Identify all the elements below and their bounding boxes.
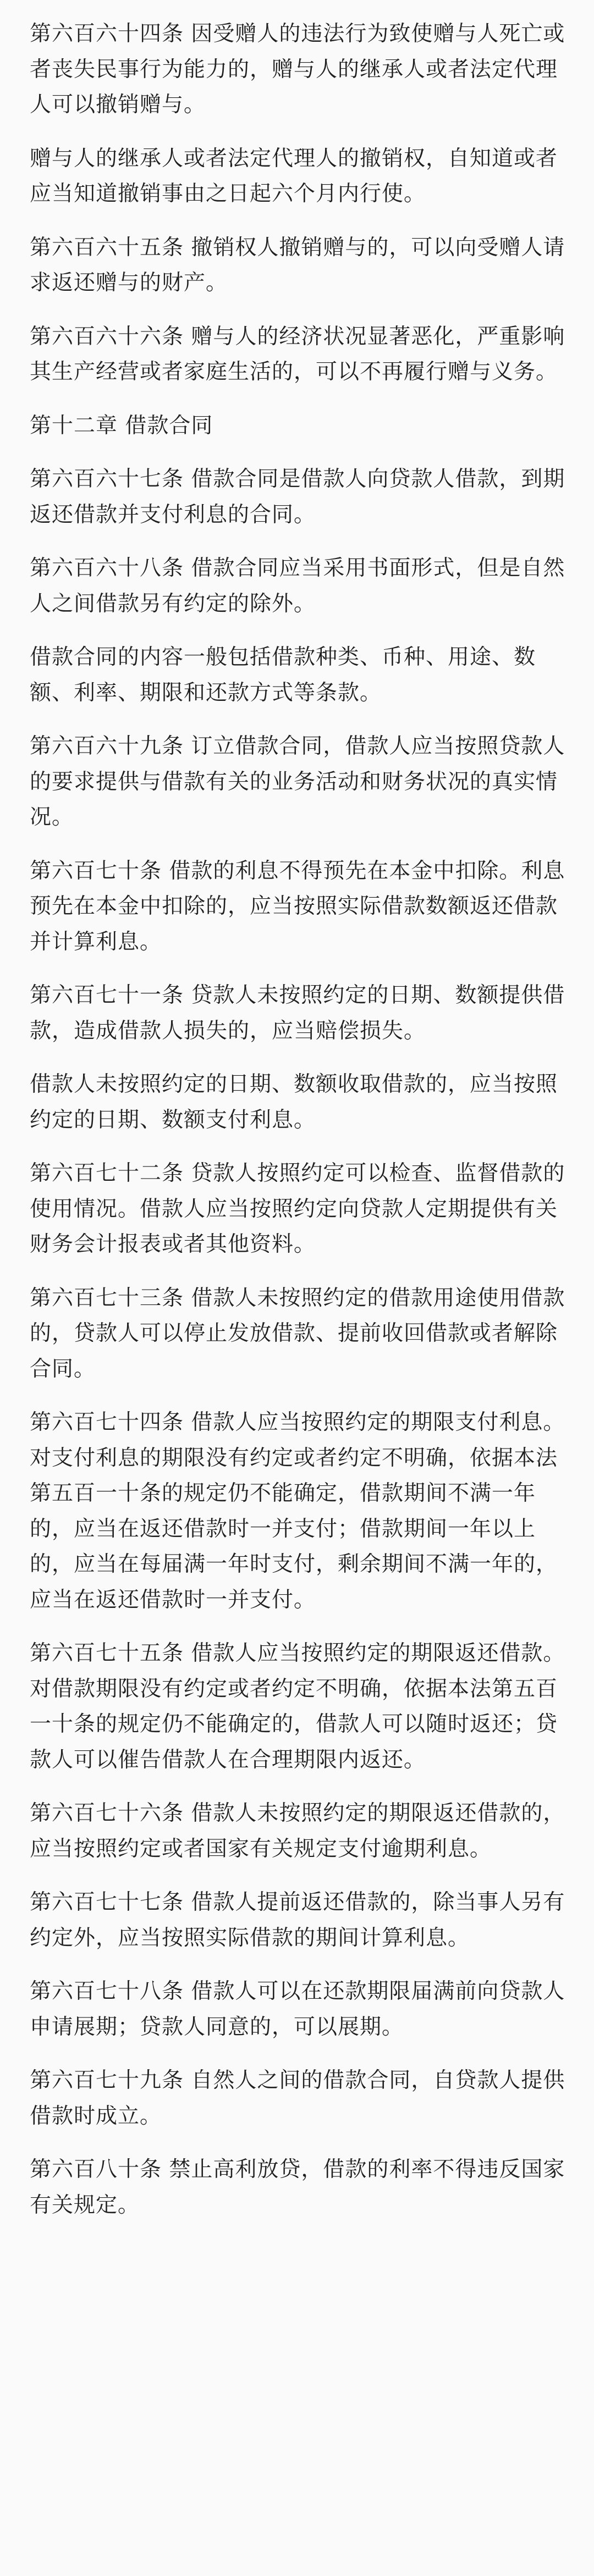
chapter-heading: 第十二章 借款合同 xyxy=(30,413,213,438)
paragraph: 第六百七十六条 借款人未按照约定的期限返还借款的，应当按照约定或者国家有关规定支付逾期利息。 xyxy=(30,1801,565,1861)
paragraph: 第六百六十八条 借款合同应当采用书面形式，但是自然人之间借款另有约定的除外。 xyxy=(30,556,565,616)
paragraph: 第六百七十七条 借款人提前返还借款的，除当事人另有约定外，应当按照实际借款的期间计算利息。 xyxy=(30,1890,565,1950)
paragraph: 赠与人的继承人或者法定代理人的撤销权，自知道或者应当知道撤销事由之日起六个月内行使。 xyxy=(30,146,558,206)
paragraph: 第六百七十九条 自然人之间的借款合同，自贷款人提供借款时成立。 xyxy=(30,2068,565,2129)
paragraph: 第六百六十六条 赠与人的经济状况显著恶化，严重影响其生产经营或者家庭生活的，可以不再履行赠与义务。 xyxy=(30,324,565,384)
paragraph: 第六百七十一条 贷款人未按照约定的日期、数额提供借款，造成借款人损失的，应当赔偿损失。 xyxy=(30,983,565,1043)
paragraph: 第六百六十五条 撤销权人撤销赠与的，可以向受赠人请求返还赠与的财产。 xyxy=(30,235,565,295)
paragraph: 第六百六十七条 借款合同是借款人向贷款人借款，到期返还借款并支付利息的合同。 xyxy=(30,467,565,527)
paragraph: 第六百七十三条 借款人未按照约定的借款用途使用借款的，贷款人可以停止发放借款、提前收回借款或者解除合同。 xyxy=(30,1285,565,1381)
paragraph: 第六百八十条 禁止高利放贷，借款的利率不得违反国家有关规定。 xyxy=(30,2157,565,2218)
paragraph: 第六百七十条 借款的利息不得预先在本金中扣除。利息预先在本金中扣除的，应当按照实际借款数额返还借款并计算利息。 xyxy=(30,858,565,954)
paragraph: 第六百七十四条 借款人应当按照约定的期限支付利息。对支付利息的期限没有约定或者约定不明确，依据本法第五百一十条的规定仍不能确定，借款期间不满一年的，应当在返还借款时一并支付；借款期间一年以上的，应当在每届满一年时支付，剩余期间不满一年的，应当在返还借款时一并支付。 xyxy=(30,1410,565,1612)
paragraph: 第六百七十五条 借款人应当按照约定的期限返还借款。对借款期限没有约定或者约定不明确，依据本法第五百一十条的规定仍不能确定的，借款人可以随时返还；贷款人可以催告借款人在合理期限内返还。 xyxy=(30,1641,565,1772)
paragraph: 借款人未按照约定的日期、数额收取借款的，应当按照约定的日期、数额支付利息。 xyxy=(30,1072,558,1132)
paragraph: 借款合同的内容一般包括借款种类、币种、用途、数额、利率、期限和还款方式等条款。 xyxy=(30,645,536,705)
paragraph: 第六百七十二条 贷款人按照约定可以检查、监督借款的使用情况。借款人应当按照约定向贷款人定期提供有关财务会计报表或者其他资料。 xyxy=(30,1161,565,1257)
paragraph: 第六百六十四条 因受赠人的违法行为致使赠与人死亡或者丧失民事行为能力的，赠与人的继承人或者法定代理人可以撤销赠与。 xyxy=(30,21,565,117)
paragraph: 第六百六十九条 订立借款合同，借款人应当按照贷款人的要求提供与借款有关的业务活动和财务状况的真实情况。 xyxy=(30,734,565,830)
paragraph: 第六百七十八条 借款人可以在还款期限届满前向贷款人申请展期；贷款人同意的，可以展期。 xyxy=(30,1979,565,2039)
